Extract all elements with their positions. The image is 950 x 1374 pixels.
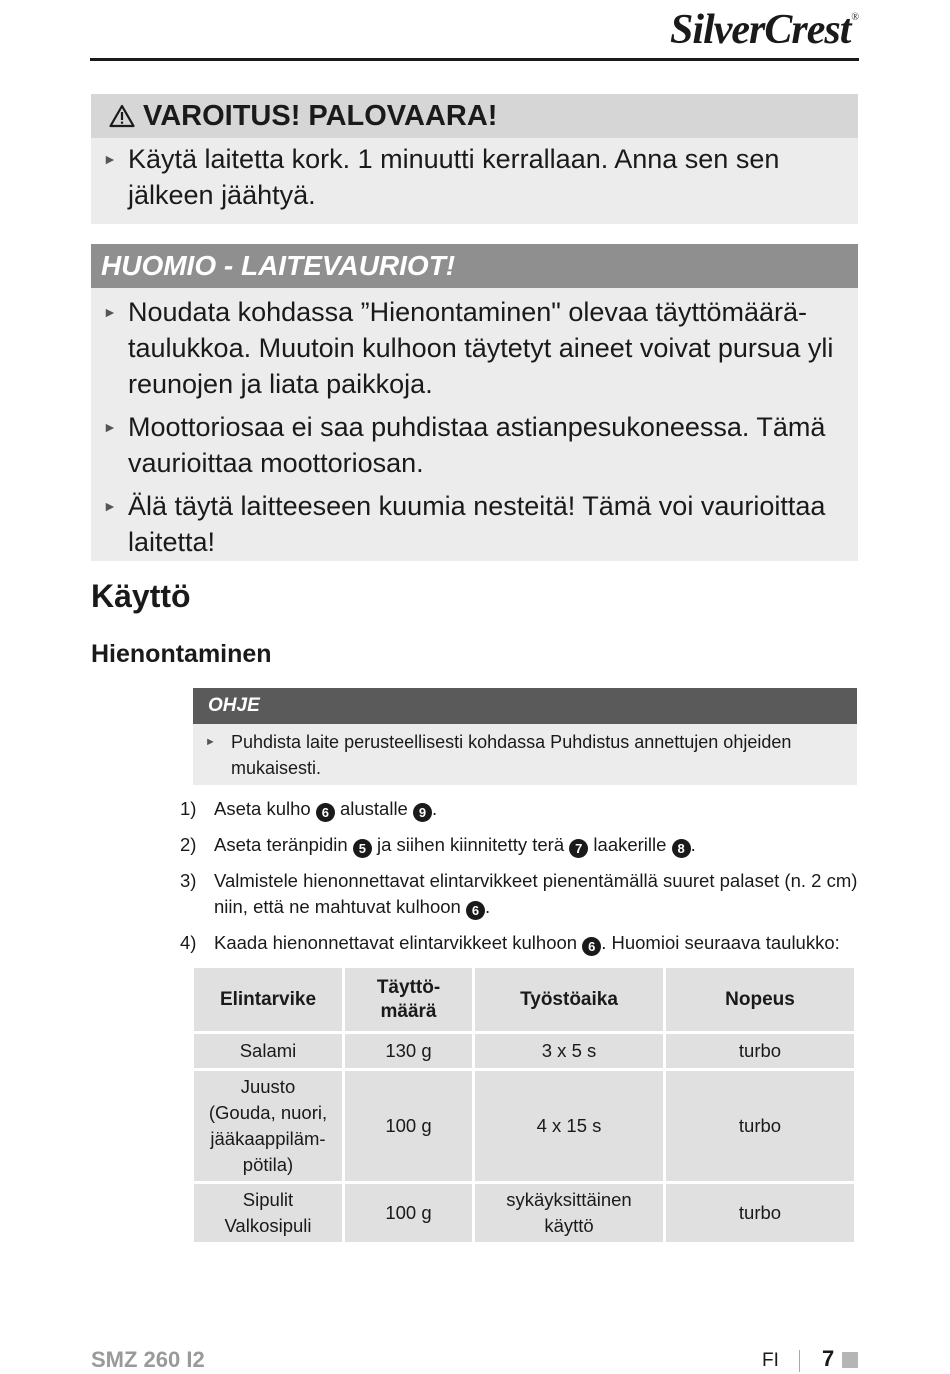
- step-text-part: Kaada hienonnettavat elintarvikkeet kulhoon: [214, 932, 583, 953]
- table-cell: turbo: [666, 1071, 854, 1181]
- step-number: 3): [180, 870, 197, 891]
- bullet-item: [91, 294, 858, 402]
- warning-triangle-icon: [109, 104, 135, 128]
- part-reference-number: 9: [413, 803, 432, 822]
- step-number: 1): [180, 798, 197, 819]
- step-item: [180, 930, 860, 956]
- warning-box: [91, 94, 858, 224]
- step-text: [214, 832, 696, 858]
- table-row: [194, 1184, 854, 1242]
- attention-header: HUOMIO - LAITEVAURIOT!: [91, 244, 858, 288]
- page-marker-square: [842, 1352, 858, 1368]
- footer-separator: [799, 1350, 800, 1372]
- bullet-item: [91, 488, 858, 560]
- note-header: OHJE: [193, 688, 857, 724]
- table-row: [194, 1071, 854, 1181]
- bullet-arrow-icon: ►: [103, 419, 117, 435]
- steps-list: [180, 796, 860, 966]
- table-header-cell: Nopeus: [666, 968, 854, 1031]
- step-text-part: ja siihen kiinnitetty terä: [371, 834, 570, 855]
- table-cell: turbo: [666, 1034, 854, 1068]
- step-text-part: alustalle: [334, 798, 413, 819]
- bullet-text: Moottoriosaa ei saa puhdistaa astianpesukoneessa. Tämä vaurioittaa moottoriosan.: [128, 412, 826, 478]
- note-item: [193, 724, 857, 781]
- step-item: [180, 868, 860, 920]
- part-reference-number: 6: [466, 901, 485, 920]
- part-reference-number: 6: [582, 937, 601, 956]
- step-text-part: .: [690, 834, 696, 855]
- table-cell: 100 g: [345, 1184, 472, 1242]
- bullet-item: [91, 141, 858, 213]
- note-box: [193, 688, 857, 785]
- part-reference-number: 8: [672, 839, 691, 858]
- step-text-part: Aseta teränpidin: [214, 834, 353, 855]
- table-header-cell: Täyttö- määrä: [345, 968, 472, 1031]
- section-title: Käyttö: [91, 578, 191, 614]
- part-reference-number: 5: [353, 839, 372, 858]
- bullet-arrow-icon: ►: [205, 736, 216, 748]
- step-text: [214, 868, 860, 920]
- subsection-title: Hienontaminen: [91, 640, 272, 668]
- attention-box: [91, 244, 858, 561]
- step-item: [180, 832, 860, 858]
- note-text: Puhdista laite perusteellisesti kohdassa Puhdistus annettujen ohjeiden mukaisesti.: [231, 732, 792, 778]
- step-text: [214, 930, 840, 956]
- table-cell: Salami: [194, 1034, 342, 1068]
- brand-logo: SilverCrest®: [670, 7, 858, 53]
- table-cell: 100 g: [345, 1071, 472, 1181]
- step-text-part: Aseta kulho: [214, 798, 316, 819]
- table-cell: Sipulit Valkosipuli: [194, 1184, 342, 1242]
- fill-quantity-table: [191, 965, 857, 1245]
- table-cell: turbo: [666, 1184, 854, 1242]
- step-item: [180, 796, 860, 822]
- step-text-part: . Huomioi seuraava taulukko:: [601, 932, 840, 953]
- warning-header: [91, 94, 858, 138]
- footer-model: SMZ 260 I2: [91, 1347, 205, 1372]
- table-cell: sykäyksittäinen käyttö: [475, 1184, 663, 1242]
- footer-language: FI: [762, 1350, 779, 1371]
- table-row: [194, 1034, 854, 1068]
- page-number: 7: [822, 1346, 835, 1371]
- table-header-cell: Elintarvike: [194, 968, 342, 1031]
- bullet-item: [91, 409, 858, 481]
- bullet-arrow-icon: ►: [103, 151, 117, 167]
- step-number: 2): [180, 834, 197, 855]
- step-text-part: Valmistele hienonnettavat elintarvikkeet pienentämällä suuret palaset (n. 2 cm) niin, että ne mahtuvat kulhoon: [214, 870, 858, 917]
- bullet-text: Älä täytä laitteeseen kuumia nesteitä! Tämä voi vaurioittaa laitetta!: [128, 491, 826, 557]
- part-reference-number: 6: [316, 803, 335, 822]
- step-text-part: laakerille: [588, 834, 672, 855]
- part-reference-number: 7: [569, 839, 588, 858]
- table-header-row: [194, 968, 854, 1031]
- table-cell: 3 x 5 s: [475, 1034, 663, 1068]
- step-text-part: .: [431, 798, 438, 819]
- bullet-arrow-icon: ►: [103, 498, 117, 514]
- table-header-cell: Työstöaika: [475, 968, 663, 1031]
- bullet-text: Noudata kohdassa ”Hienontaminen" olevaa täyttömäärä-taulukkoa. Muutoin kulhoon täytetyt aineet voivat pursua yli reunojen ja liata paikkoja.: [128, 297, 834, 399]
- table-cell: 130 g: [345, 1034, 472, 1068]
- step-text: [214, 796, 437, 822]
- warning-title: VAROITUS! PALOVAARA!: [143, 99, 498, 132]
- step-number: 4): [180, 932, 197, 953]
- bullet-text: Käytä laitetta kork. 1 minuutti kerrallaan. Anna sen sen jälkeen jäähtyä.: [128, 144, 780, 210]
- table-cell: Juusto (Gouda, nuori, jääkaappiläm- pötila): [194, 1071, 342, 1181]
- header-rule: [90, 58, 859, 61]
- step-text-part: .: [484, 896, 491, 917]
- table-cell: 4 x 15 s: [475, 1071, 663, 1181]
- bullet-arrow-icon: ►: [103, 304, 117, 320]
